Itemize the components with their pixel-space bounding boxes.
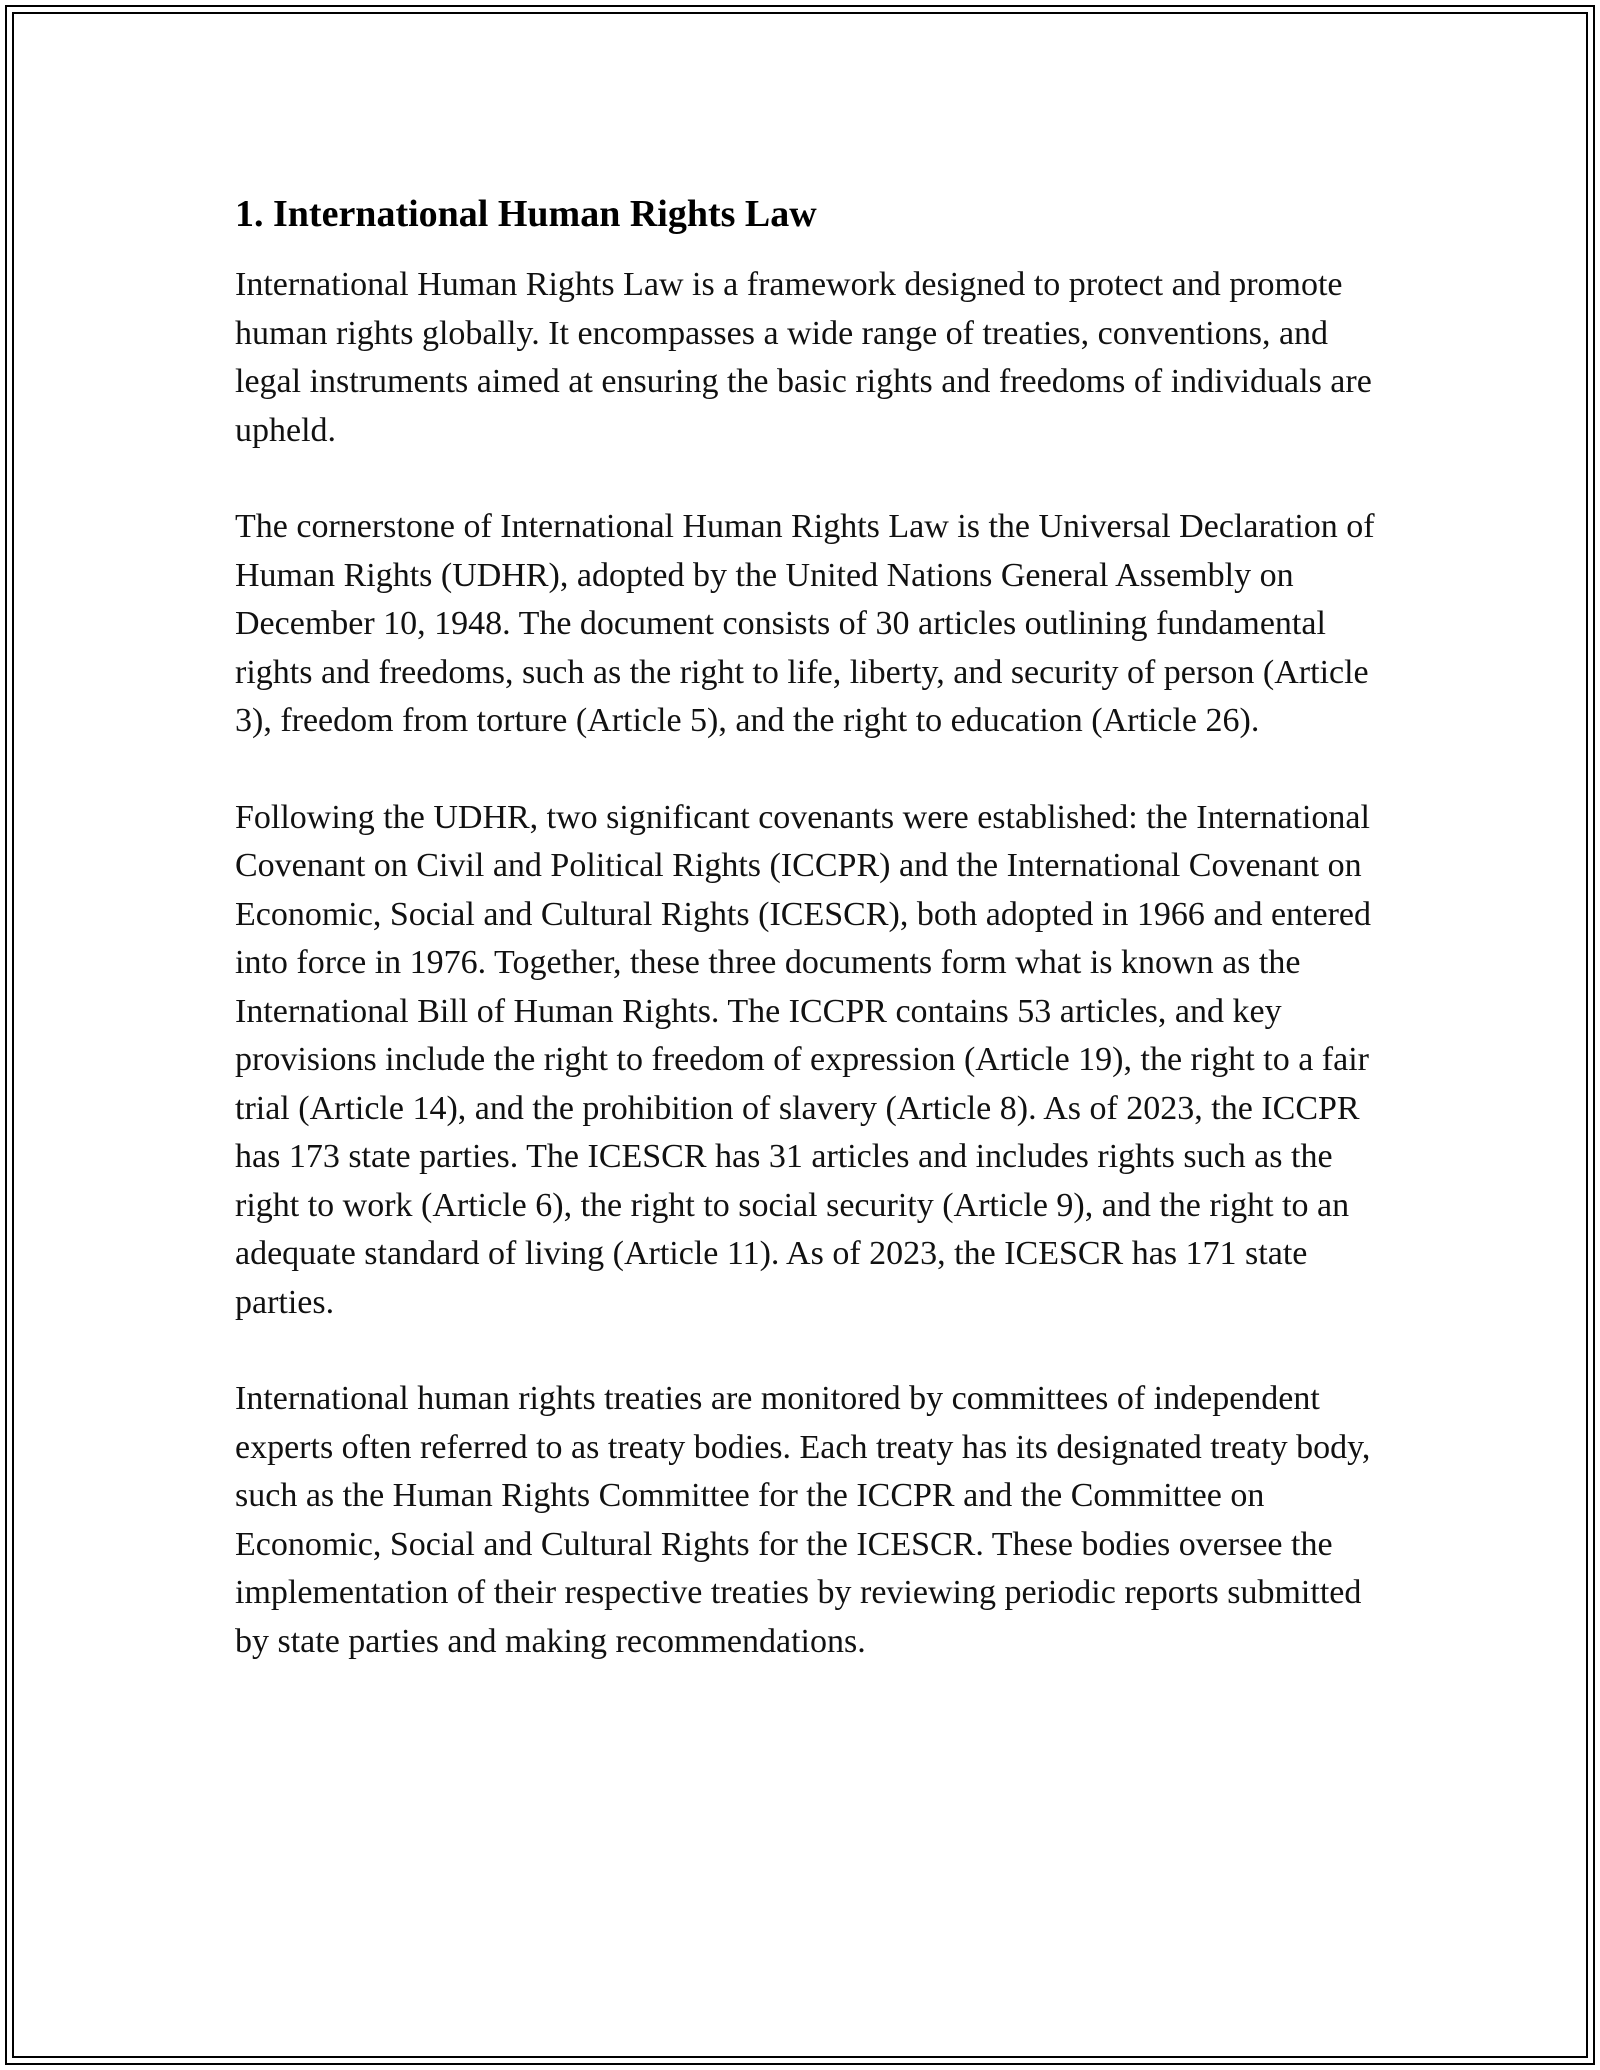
paragraph-treaty-bodies: International human rights treaties are monitored by committees of independent experts often referred to as treaty bodies. Each treaty has its designated treaty body, such as the Human Rights Committee for the ICCPR and the Committee on Economic, Social and Cultural Rights for the ICESCR. These bodies oversee the implementation of their respective treaties by reviewing periodic reports submitted by state parties and making recommendations. (235, 1380, 1371, 1660)
document-body (235, 185, 1375, 1714)
paragraph-covenants: Following the UDHR, two significant covenants were established: the International Covenant on Civil and Political Rights (ICCPR) and the International Covenant on Economic, Social and Cultural Rights (ICESCR), both adopted in 1966 and entered into force in 1976. Together, these three documents form what is known as the International Bill of Human Rights. The ICCPR contains 53 articles, and key provisions include the right to freedom of expression (Article 19), the right to a fair trial (Article 14), and the prohibition of slavery (Article 8). As of 2023, the ICCPR has 173 state parties. The ICESCR has 31 articles and includes rights such as the right to work (Article 6), the right to social security (Article 9), and the right to an adequate standard of living (Article 11). As of 2023, the ICESCR has 171 state parties. (235, 798, 1371, 1321)
paragraph-udhr: The cornerstone of International Human Rights Law is the Universal Declaration of Human Rights (UDHR), adopted by the United Nations General Assembly on December 10, 1948. The document consists of 30 articles outlining fundamental rights and freedoms, such as the right to life, liberty, and security of person (Article 3), freedom from torture (Article 5), and the right to education (Article 26). (235, 508, 1375, 739)
paragraph-intro: International Human Rights Law is a framework designed to protect and promote human rights globally. It encompasses a wide range of treaties, conventions, and legal instruments aimed at ensuring the basic rights and freedoms of individuals are upheld. (235, 266, 1372, 449)
section-heading: 1. International Human Rights Law (235, 193, 817, 235)
